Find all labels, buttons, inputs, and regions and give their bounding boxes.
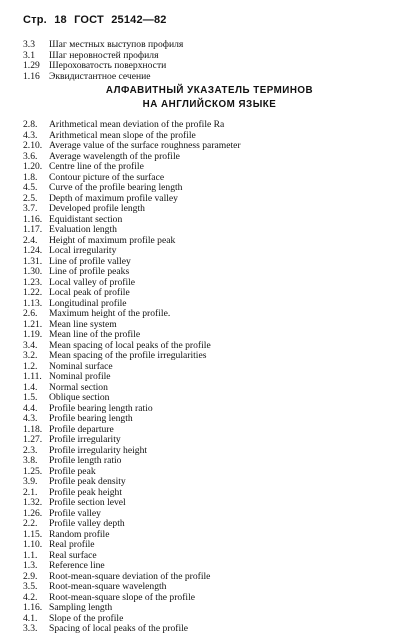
term-number: 1.25. [23, 465, 43, 477]
term-number: 1.17. [23, 224, 43, 235]
term-text: Average wavelength of the profile [49, 150, 180, 162]
term-text: Mean spacing of the profile irregularities [49, 350, 207, 361]
term-entry [23, 498, 241, 509]
term-text: Profile peak height [49, 486, 122, 498]
term-number: 1.3. [23, 560, 38, 571]
term-number: 1.22. [23, 287, 43, 298]
term-entry [23, 204, 241, 215]
term-number: 1.20. [23, 161, 43, 172]
term-entry [23, 414, 241, 425]
term-number: 1.1. [23, 549, 38, 561]
term-text: Profile bearing length ratio [49, 402, 153, 414]
term-text: Local peak of profile [49, 287, 130, 298]
term-text: Profile irregularity height [49, 444, 148, 456]
term-text: Depth of maximum profile valley [49, 192, 178, 204]
term-entry [23, 435, 241, 446]
term-number: 1.23. [23, 276, 43, 288]
term-text: Root-mean-square wavelength [49, 581, 167, 592]
page-label: Стр. [23, 14, 47, 26]
term-number: 3.5. [23, 581, 38, 592]
term-number: 3.7. [23, 203, 38, 214]
term-number: 2.3. [23, 444, 38, 456]
term-number: 1.32. [23, 497, 43, 508]
term-text: Profile valley depth [49, 518, 125, 529]
term-text: Maximum height of the profile. [49, 308, 171, 319]
term-number: 4.3. [23, 413, 38, 424]
term-number: 4.4. [23, 402, 38, 414]
term-entry [23, 40, 183, 51]
term-number: 1.21. [23, 318, 43, 330]
term-text: Evaluation length [49, 224, 117, 235]
term-number: 3.2. [23, 350, 38, 361]
term-entry [23, 225, 241, 236]
term-number: 1.18. [23, 423, 43, 435]
term-entry [23, 372, 241, 383]
index-title-line1: АЛФАВИТНЫЙ УКАЗАТЕЛЬ ТЕРМИНОВ [105, 85, 314, 96]
term-entry [23, 582, 241, 593]
term-text: Real surface [49, 549, 97, 561]
term-number: 1.13. [23, 297, 43, 309]
term-number: 1.16 [23, 70, 40, 82]
term-number: 2.4. [23, 234, 38, 246]
term-number: 3.3 [23, 39, 35, 50]
term-text: Line of profile peaks [49, 266, 130, 277]
term-text: Developed profile length [49, 203, 145, 214]
term-text: Centre line of the profile [49, 161, 144, 172]
index-title-line2: НА АНГЛИЙСКОМ ЯЗЫКЕ [142, 99, 277, 110]
term-number: 2.1. [23, 486, 38, 498]
term-text: Шаг местных выступов профиля [49, 39, 184, 50]
page-number: 18 [54, 14, 67, 26]
term-text: Equidistant section [49, 213, 123, 225]
term-entry [23, 246, 241, 257]
english-terms-list [23, 120, 241, 635]
term-number: 1.16. [23, 213, 43, 225]
term-entry [23, 267, 241, 278]
term-text: Profile valley [49, 507, 101, 519]
term-entry [23, 603, 241, 614]
term-text: Sampling length [49, 602, 113, 613]
term-entry [23, 183, 241, 194]
term-entry [23, 519, 241, 530]
term-text: Line of profile valley [49, 255, 131, 267]
term-text: Arithmetical mean slope of the profile [49, 129, 196, 141]
term-entry [23, 540, 241, 551]
term-number: 2.10. [23, 140, 43, 151]
term-text: Шероховатость поверхности [49, 60, 167, 71]
term-text: Normal section [49, 381, 108, 393]
term-entry [23, 120, 241, 131]
term-number: 4.1. [23, 612, 38, 624]
term-text: Nominal profile [49, 371, 111, 382]
term-text: Mean line system [49, 318, 117, 330]
term-number: 4.2. [23, 591, 38, 603]
term-text: Random profile [49, 528, 110, 540]
russian-terms-list [23, 40, 183, 82]
term-number: 2.8. [23, 119, 38, 130]
term-number: 1.15. [23, 528, 43, 540]
term-entry [23, 288, 241, 299]
term-text: Local irregularity [49, 245, 117, 256]
term-number: 3.3. [23, 623, 38, 634]
term-entry [23, 561, 241, 572]
term-entry [23, 456, 241, 467]
term-text: Contour picture of the surface [49, 171, 165, 183]
term-number: 4.3. [23, 129, 38, 141]
term-text: Profile section level [49, 497, 126, 508]
page-header [23, 14, 171, 26]
term-number: 2.5. [23, 192, 38, 204]
standard-code: 25142—82 [111, 14, 167, 26]
term-text: Average value of the surface roughness parameter [49, 140, 241, 151]
term-text: Root-mean-square slope of the profile [49, 591, 195, 603]
term-number: 4.5. [23, 182, 38, 193]
term-number: 3.4. [23, 339, 38, 351]
term-number: 1.5. [23, 392, 38, 403]
term-text: Arithmetical mean deviation of the profile Ra [49, 119, 225, 130]
term-number: 1.24. [23, 245, 43, 256]
term-text: Slope of the profile [49, 612, 124, 624]
term-number: 1.29 [23, 60, 40, 71]
term-text: Profile peak density [49, 476, 126, 487]
term-entry [23, 61, 183, 72]
term-number: 1.2. [23, 360, 38, 372]
term-text: Real profile [49, 539, 95, 550]
term-text: Шаг неровностей профиля [49, 49, 159, 61]
term-number: 1.19. [23, 329, 43, 340]
term-number: 1.4. [23, 381, 38, 393]
term-entry [23, 351, 241, 362]
term-number: 1.10. [23, 539, 43, 550]
term-number: 1.31. [23, 255, 43, 267]
term-text: Local valley of profile [49, 276, 136, 288]
term-number: 2.6. [23, 308, 38, 319]
term-number: 3.8. [23, 455, 38, 466]
term-entry [23, 141, 241, 152]
term-number: 1.27. [23, 434, 43, 445]
term-text: Longitudinal profile [49, 297, 127, 309]
term-entry [23, 624, 241, 635]
term-entry [23, 330, 241, 341]
term-text: Profile irregularity [49, 434, 121, 445]
term-text: Эквидистантное сечение [49, 70, 151, 82]
term-entry [23, 162, 241, 173]
term-entry [23, 477, 241, 488]
term-text: Height of maximum profile peak [49, 234, 176, 246]
term-text: Profile bearing length [49, 413, 133, 424]
term-text: Mean spacing of local peaks of the profile [49, 339, 211, 351]
term-number: 1.11. [23, 371, 42, 382]
term-number: 1.8. [23, 171, 38, 183]
term-entry [23, 72, 183, 83]
term-number: 1.26. [23, 507, 43, 519]
term-text: Oblique section [49, 392, 110, 403]
term-text: Spacing of local peaks of the profile [49, 623, 189, 634]
term-number: 1.30. [23, 266, 43, 277]
term-number: 3.6. [23, 150, 38, 162]
standard-name: ГОСТ [74, 14, 104, 26]
term-number: 3.9. [23, 476, 38, 487]
term-text: Mean line of the profile [49, 329, 141, 340]
term-number: 2.2. [23, 518, 38, 529]
term-text: Curve of the profile bearing length [49, 182, 183, 193]
term-number: 3.1 [23, 49, 35, 61]
term-number: 1.16. [23, 602, 43, 613]
term-entry [23, 393, 241, 404]
term-text: Profile departure [49, 423, 114, 435]
term-text: Profile peak [49, 465, 96, 477]
term-text: Root-mean-square deviation of the profile [49, 570, 211, 582]
term-entry [23, 309, 241, 320]
term-number: 2.9. [23, 570, 38, 582]
term-text: Reference line [49, 560, 105, 571]
term-text: Nominal surface [49, 360, 113, 372]
term-text: Profile length ratio [49, 455, 122, 466]
